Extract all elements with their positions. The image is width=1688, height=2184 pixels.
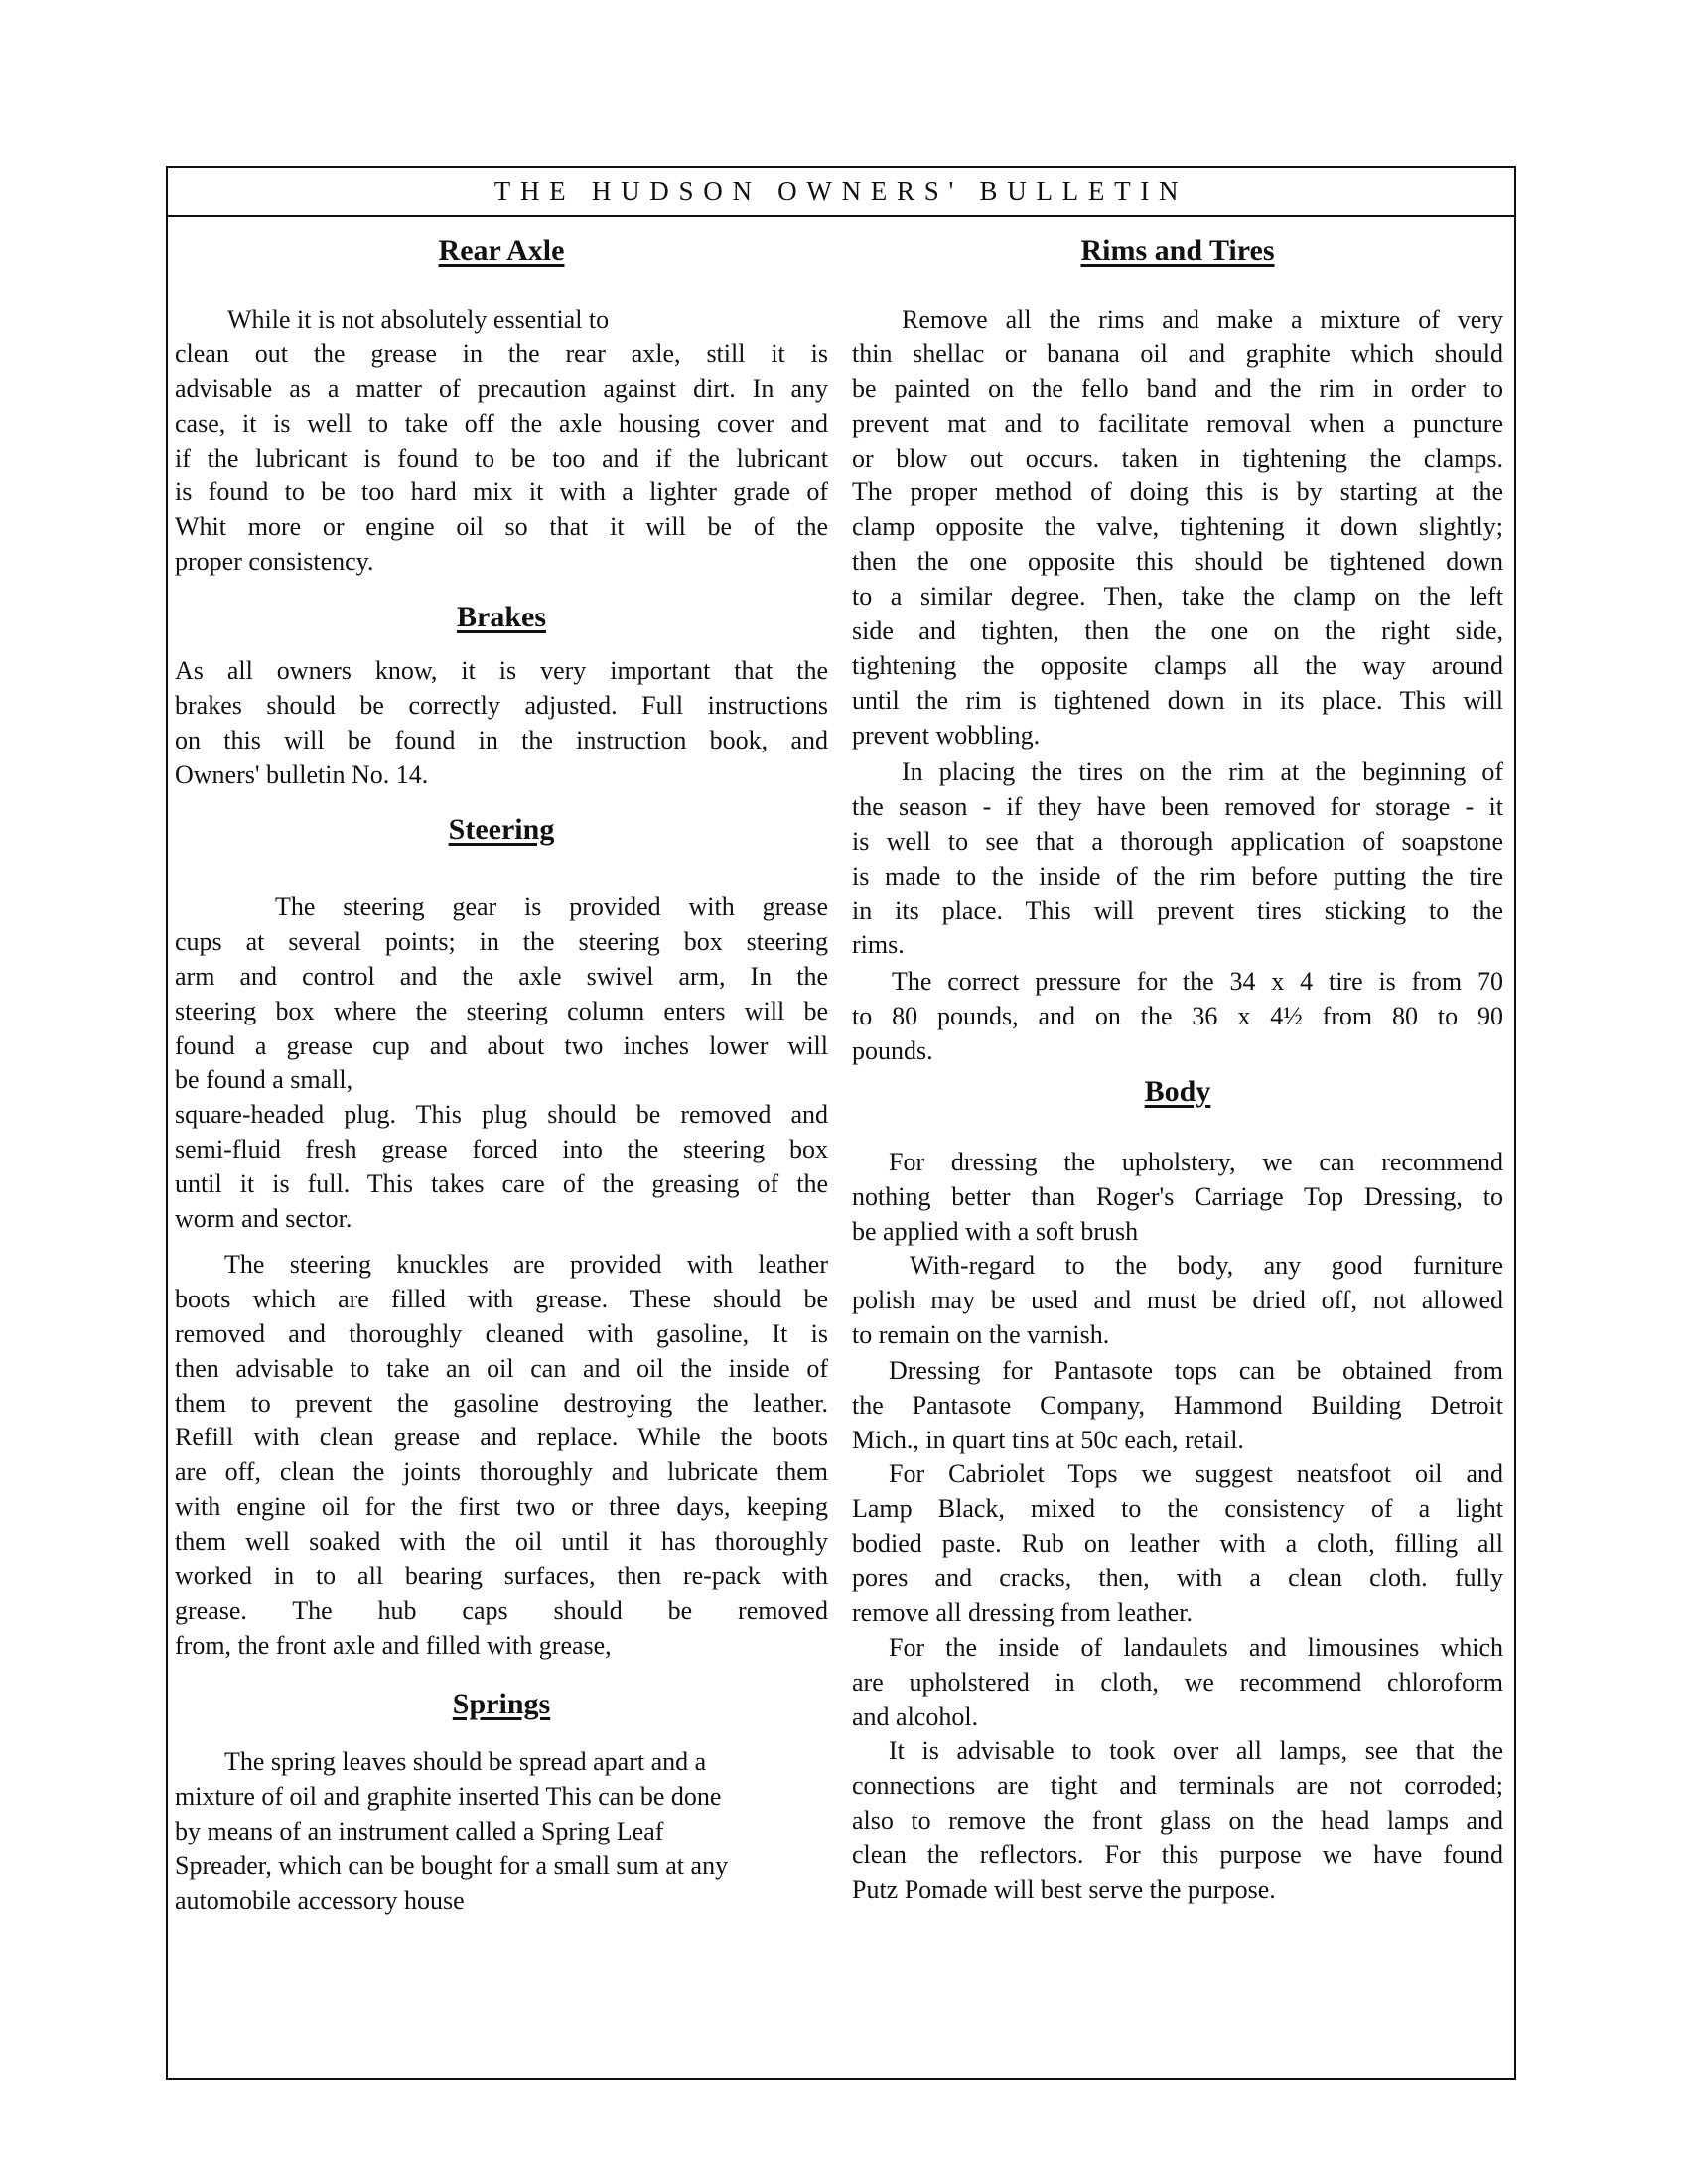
text-line: is well to see that a thorough application of soapstone <box>852 826 1503 856</box>
text-line: Lamp Black, mixed to the consistency of a light <box>852 1493 1503 1523</box>
section-heading-text: Springs <box>452 1688 551 1720</box>
section-heading-rear-axle <box>175 234 828 268</box>
text-line: pounds. <box>852 1035 933 1065</box>
paragraph <box>852 1354 1503 1458</box>
text-line: tightening the opposite clamps all the way around <box>852 650 1503 680</box>
text-line: bodied paste. Rub on leather with a cloth, filling all <box>852 1528 1503 1558</box>
bulletin-title: THE HUDSON OWNERS' BULLETIN <box>493 176 1189 205</box>
paragraph <box>852 1249 1503 1353</box>
text-line: is made to the inside of the rim before putting the tire <box>852 861 1503 890</box>
paragraph <box>852 1146 1503 1250</box>
text-line: connections are tight and terminals are not corroded; <box>852 1770 1503 1800</box>
text-line: The steering gear is provided with grease <box>275 892 828 921</box>
paragraph <box>175 654 828 793</box>
text-line: semi-fluid fresh grease forced into the steering box <box>175 1135 828 1164</box>
text-line: if the lubricant is found to be too and if the lubricant <box>175 443 828 473</box>
section-heading-text: Steering <box>448 813 555 846</box>
text-line: square-headed plug. This plug should be removed and <box>175 1100 828 1130</box>
section-heading-text: Brakes <box>457 601 546 633</box>
text-line: Whit more or engine oil so that it will be of the <box>175 512 828 542</box>
text-line: For the inside of landaulets and limousines which <box>889 1633 1503 1662</box>
text-line: by means of an instrument called a Spring Leaf <box>175 1816 664 1845</box>
text-line: is found to be too hard mix it with a lighter grade of <box>175 478 828 507</box>
text-line: found a grease cup and about two inches lower will <box>175 1030 828 1060</box>
paragraph <box>175 1248 828 1664</box>
text-line: be painted on the fello band and the rim in order to <box>852 373 1503 403</box>
text-line: Spreader, which can be bought for a small sum at any <box>175 1850 729 1880</box>
text-line: worked in to all bearing surfaces, then re-pack with <box>175 1562 828 1591</box>
paragraph <box>852 1734 1503 1907</box>
paragraph <box>852 965 1503 1069</box>
paragraph <box>852 755 1503 963</box>
text-line: Refill with clean grease and replace. While the boots <box>175 1423 828 1452</box>
text-line: and alcohol. <box>852 1702 979 1731</box>
text-line: in its place. This will prevent tires sticking to the <box>852 895 1503 925</box>
text-line: polish may be used and must be dried off, not allowed <box>852 1285 1503 1314</box>
text-line: arm and control and the axle swivel arm, In the <box>175 961 828 991</box>
text-line: While it is not absolutely essential to <box>227 305 610 334</box>
text-line: clean out the grease in the rear axle, still it is <box>175 339 828 368</box>
text-line: on this will be found in the instruction book, and <box>175 725 828 754</box>
section-heading-steering <box>175 813 828 847</box>
paragraph <box>852 1631 1503 1735</box>
text-line: advisable as a matter of precaution against dirt. In any <box>175 373 828 403</box>
text-line: worm and sector. <box>175 1204 352 1234</box>
text-line: from, the front axle and filled with grease, <box>175 1630 612 1660</box>
text-line: remove all dressing from leather. <box>852 1597 1193 1627</box>
text-line: In placing the tires on the rim at the beginning of <box>902 757 1503 786</box>
text-line: are upholstered in cloth, we recommend chloroform <box>852 1667 1503 1697</box>
text-line: prevent mat and to facilitate removal when a puncture <box>852 408 1503 438</box>
section-heading-text: Rims and Tires <box>1080 234 1275 267</box>
text-line: the Pantasote Company, Hammond Building Detroit <box>852 1390 1503 1420</box>
paragraph <box>852 303 1503 753</box>
text-line: them to prevent the gasoline destroying the leather. <box>175 1388 828 1418</box>
section-heading-body <box>852 1075 1503 1109</box>
text-line: Putz Pomade will best serve the purpose. <box>852 1874 1276 1904</box>
section-heading-text: Rear Axle <box>438 234 565 267</box>
text-line: Dressing for Pantasote tops can be obtained from <box>889 1356 1503 1385</box>
text-line: be found a small, <box>175 1065 353 1095</box>
text-line: be applied with a soft brush <box>852 1216 1139 1246</box>
text-line: to 80 pounds, and on the 36 x 4½ from 80 to 90 <box>852 1001 1503 1030</box>
section-heading-text: Body <box>1144 1075 1211 1108</box>
text-line: With-regard to the body, any good furniture <box>910 1251 1503 1280</box>
section-heading-springs <box>175 1688 828 1721</box>
text-line: prevent wobbling. <box>852 720 1041 750</box>
section-heading-rims-and-tires <box>852 234 1503 268</box>
text-line: with engine oil for the first two or three days, keeping <box>175 1492 828 1522</box>
text-line: nothing better than Roger's Carriage Top Dressing, to <box>852 1181 1503 1211</box>
text-line: boots which are filled with grease. These should be <box>175 1284 828 1313</box>
text-line: case, it is well to take off the axle housing cover and <box>175 408 828 438</box>
paragraph <box>175 1745 828 1918</box>
text-line: Owners' bulletin No. 14. <box>175 759 429 789</box>
text-line: or blow out occurs. taken in tightening the clamps. <box>852 443 1503 473</box>
text-line: also to remove the front glass on the head lamps and <box>852 1805 1503 1835</box>
text-line: them well soaked with the oil until it has thoroughly <box>175 1527 828 1557</box>
text-line: pores and cracks, then, with a clean cloth. fully <box>852 1563 1503 1592</box>
text-line: proper consistency. <box>175 547 374 577</box>
text-line: to a similar degree. Then, take the clamp on the left <box>852 582 1503 612</box>
text-line: the season - if they have been removed for storage - it <box>852 791 1503 821</box>
text-line: side and tighten, then the one on the right side, <box>852 616 1503 646</box>
text-line: The spring leaves should be spread apart and a <box>224 1747 707 1776</box>
text-line: The steering knuckles are provided with leather <box>224 1250 828 1279</box>
bulletin-header <box>166 166 1516 217</box>
text-line: grease. The hub caps should be removed <box>175 1595 828 1625</box>
text-line: until it is full. This takes care of the greasing of the <box>175 1169 828 1199</box>
text-line: rims. <box>852 930 905 960</box>
text-line: automobile accessory house <box>175 1885 465 1915</box>
text-line: For dressing the upholstery, we can recommend <box>889 1148 1503 1176</box>
text-line: to remain on the varnish. <box>852 1319 1110 1349</box>
text-line: Mich., in quart tins at 50c each, retail. <box>852 1425 1244 1454</box>
text-line: mixture of oil and graphite inserted This can be done <box>175 1781 722 1811</box>
paragraph <box>175 890 828 1237</box>
text-line: are off, clean the joints thoroughly and lubricate them <box>175 1457 828 1487</box>
text-line: steering box where the steering column enters will be <box>175 996 828 1025</box>
paragraph <box>852 1457 1503 1630</box>
text-line: clean the reflectors. For this purpose we have found <box>852 1840 1503 1869</box>
text-line: As all owners know, it is very important that the <box>175 656 828 685</box>
text-line: then the one opposite this should be tightened down <box>852 547 1503 577</box>
text-line: For Cabriolet Tops we suggest neatsfoot oil and <box>889 1459 1503 1488</box>
text-line: Remove all the rims and make a mixture of very <box>902 305 1503 334</box>
section-heading-brakes <box>175 601 828 634</box>
text-line: The proper method of doing this is by starting at the <box>852 478 1503 507</box>
text-line: brakes should be correctly adjusted. Full instructions <box>175 690 828 720</box>
text-line: removed and thoroughly cleaned with gasoline, It is <box>175 1318 828 1348</box>
text-line: clamp opposite the valve, tightening it down slightly; <box>852 512 1503 542</box>
text-line: It is advisable to took over all lamps, see that the <box>889 1736 1503 1765</box>
paragraph <box>175 303 828 580</box>
text-line: thin shellac or banana oil and graphite which should <box>852 339 1503 368</box>
text-line: until the rim is tightened down in its place. This will <box>852 685 1503 715</box>
text-line: then advisable to take an oil can and oil the inside of <box>175 1353 828 1383</box>
text-line: cups at several points; in the steering box steering <box>175 926 828 956</box>
text-line: The correct pressure for the 34 x 4 tire is from 70 <box>892 967 1503 996</box>
